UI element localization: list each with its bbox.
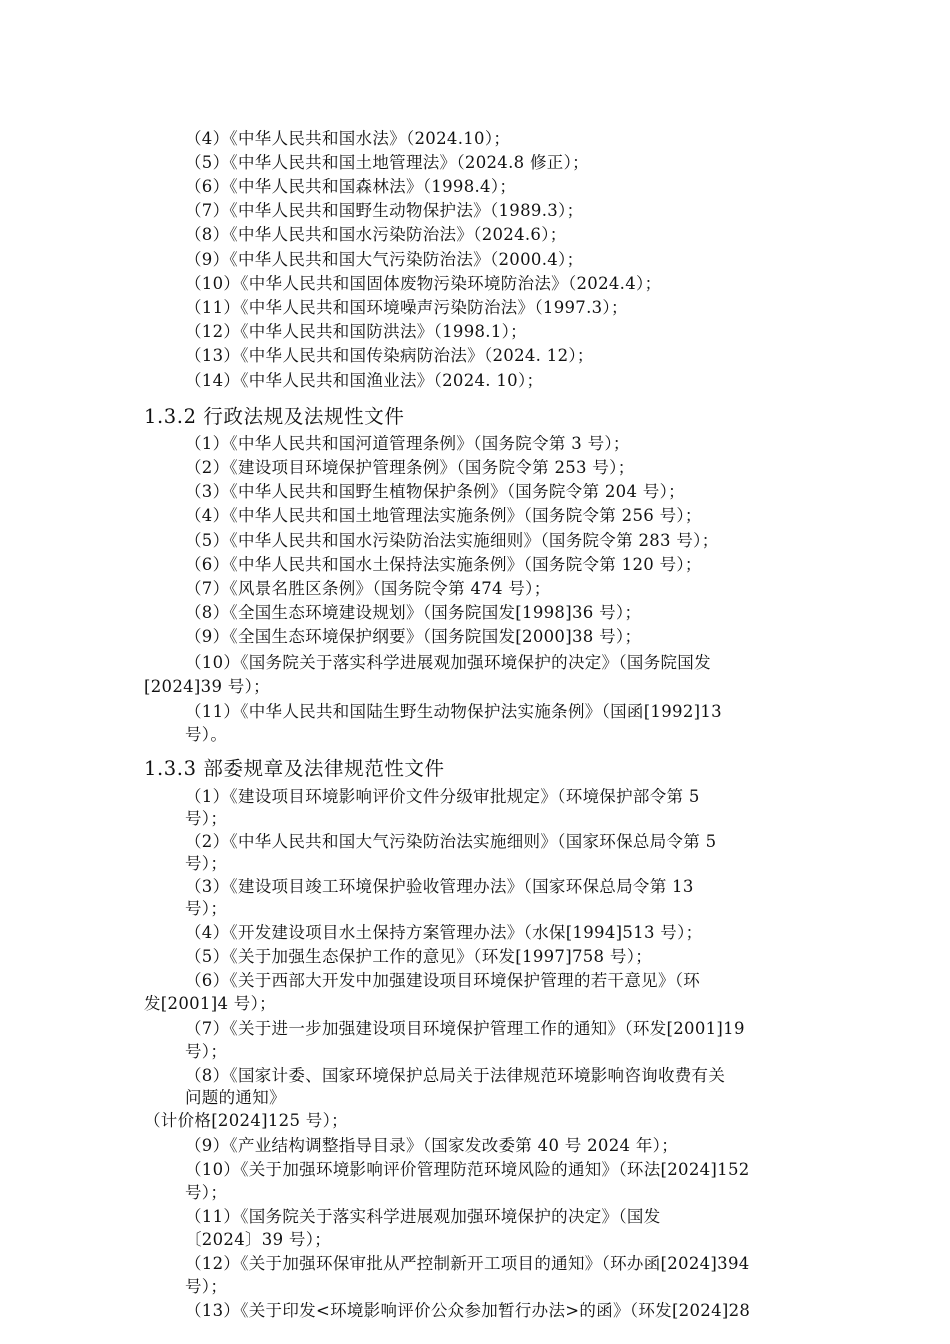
- regulation-item: （2）《建设项目环境保护管理条例》（国务院令第 253 号）；: [185, 458, 635, 477]
- regulation-item: （7）《风景名胜区条例》（国务院令第 474 号）；: [185, 579, 551, 598]
- rule-item-cont: 号）；: [185, 1183, 228, 1202]
- rule-item: （6）《关于西部大开发中加强建设项目环境保护管理的若干意见》（环: [185, 971, 701, 990]
- law-item: （7）《中华人民共和国野生动物保护法》（1989.3）；: [185, 201, 584, 220]
- law-item: （13）《中华人民共和国传染病防治法》（2024. 12）；: [185, 346, 594, 365]
- regulation-item: （8）《全国生态环境建设规划》（国务院国发[1998]36 号）；: [185, 603, 642, 622]
- law-item: （11）《中华人民共和国环境噪声污染防治法》（1997.3）；: [185, 298, 628, 317]
- regulation-item: （4）《中华人民共和国土地管理法实施条例》（国务院令第 256 号）；: [185, 506, 702, 525]
- law-item: （10）《中华人民共和国固体废物污染环境防治法》（2024.4）；: [185, 274, 662, 293]
- rule-item-cont: 号）；: [185, 899, 228, 918]
- rule-item: （3）《建设项目竣工环境保护验收管理办法》（国家环保总局令第 13: [185, 877, 694, 896]
- rule-item: （10）《关于加强环境影响评价管理防范环境风险的通知》（环法[2024]152: [185, 1160, 750, 1179]
- rule-item-cont: 号）；: [185, 1042, 228, 1061]
- rule-item: （7）《关于进一步加强建设项目环境保护管理工作的通知》（环发[2001]19: [185, 1019, 745, 1038]
- law-item: （6）《中华人民共和国森林法》（1998.4）；: [185, 177, 517, 196]
- regulation-item: （11）《中华人民共和国陆生野生动物保护法实施条例》（国函[1992]13: [185, 702, 722, 721]
- regulation-item: （1）《中华人民共和国河道管理条例》（国务院令第 3 号）；: [185, 434, 630, 453]
- rule-item: （5）《关于加强生态保护工作的意见》（环发[1997]758 号）；: [185, 947, 653, 966]
- regulation-item: （10）《国务院关于落实科学进展观加强环境保护的决定》（国务院国发: [185, 653, 711, 672]
- rule-item: （2）《中华人民共和国大气污染防治法实施细则》（国家环保总局令第 5: [185, 832, 717, 851]
- section-heading: 1.3.2 行政法规及法规性文件: [144, 405, 405, 428]
- law-item: （4）《中华人民共和国水法》（2024.10）；: [185, 129, 511, 148]
- law-item: （5）《中华人民共和国土地管理法》（2024.8 修正）；: [185, 153, 589, 172]
- regulation-item-cont: 号）。: [185, 725, 228, 744]
- rule-item-cont: （计价格[2024]125 号）；: [144, 1111, 348, 1130]
- regulation-item: （9）《全国生态环境保护纲要》（国务院国发[2000]38 号）；: [185, 627, 642, 646]
- rule-item: （4）《开发建设项目水土保持方案管理办法》（水保[1994]513 号）；: [185, 923, 703, 942]
- law-item: （12）《中华人民共和国防洪法》（1998.1）；: [185, 322, 527, 341]
- rule-item: （11）《国务院关于落实科学进展观加强环境保护的决定》（国发: [185, 1207, 661, 1226]
- section-heading: 1.3.3 部委规章及法律规范性文件: [144, 757, 445, 780]
- rule-item: （12）《关于加强环保审批从严控制新开工项目的通知》（环办函[2024]394: [185, 1254, 750, 1273]
- rule-item-cont: 号）；: [185, 1277, 228, 1296]
- law-item: （14）《中华人民共和国渔业法》（2024. 10）；: [185, 371, 544, 390]
- regulation-item: （5）《中华人民共和国水污染防治法实施细则》（国务院令第 283 号）；: [185, 531, 719, 550]
- rule-item: （8）《国家计委、国家环境保护总局关于法律规范环境影响咨询收费有关: [185, 1066, 726, 1085]
- rule-item: （13）《关于印发<环境影响评价公众参加暂行办法>的函》（环发[2024]28: [185, 1301, 751, 1320]
- law-item: （9）《中华人民共和国大气污染防治法》（2000.4）；: [185, 250, 584, 269]
- regulation-item: （3）《中华人民共和国野生植物保护条例》（国务院令第 204 号）；: [185, 482, 685, 501]
- rule-item-cont: 发[2001]4 号）；: [144, 994, 276, 1013]
- regulation-item-cont: [2024]39 号）；: [144, 677, 270, 696]
- regulation-item: （6）《中华人民共和国水土保持法实施条例》（国务院令第 120 号）；: [185, 555, 702, 574]
- rule-item: （1）《建设项目环境影响评价文件分级审批规定》（环境保护部令第 5: [185, 787, 700, 806]
- rule-item: （9）《产业结构调整指导目录》（国家发改委第 40 号 2024 年）；: [185, 1136, 679, 1155]
- rule-item-cont: 号）；: [185, 809, 228, 828]
- rule-item-cont: 〔2024〕39 号）；: [185, 1230, 332, 1249]
- rule-item-cont: 问题的通知》: [185, 1088, 286, 1107]
- rule-item-cont: 号）；: [185, 854, 228, 873]
- law-item: （8）《中华人民共和国水污染防治法》（2024.6）；: [185, 225, 567, 244]
